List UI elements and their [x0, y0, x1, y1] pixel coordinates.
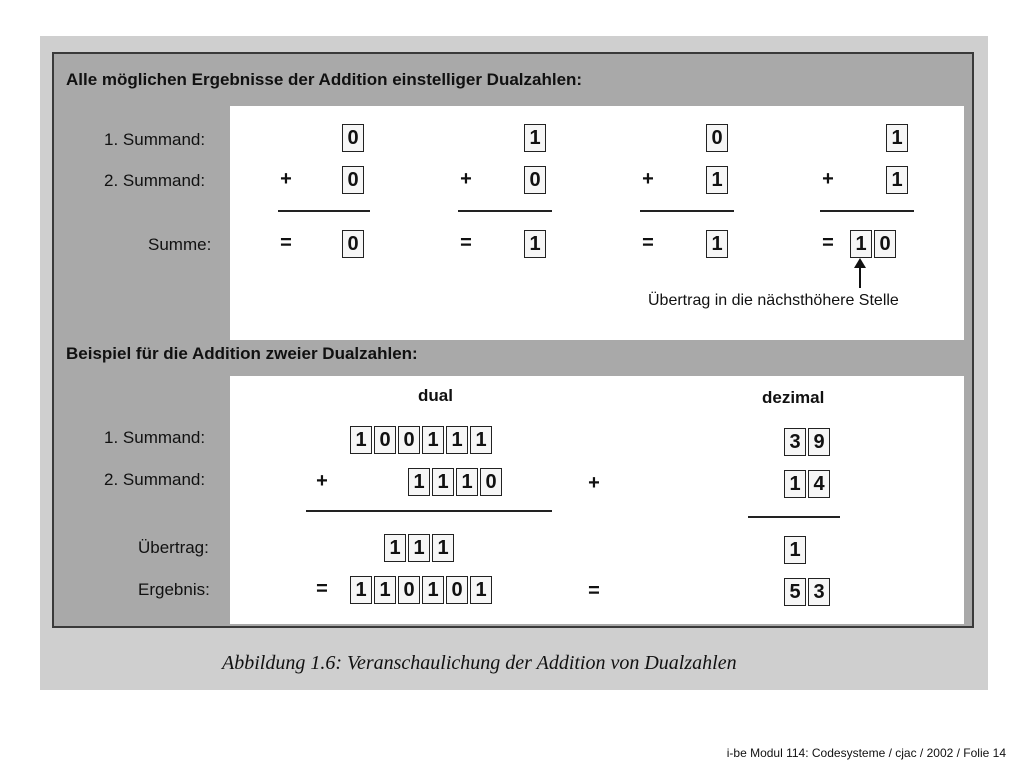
- s1-ex4-a: 1: [886, 124, 908, 152]
- dual-carry-digit: 1: [384, 534, 406, 562]
- dual-plus: +: [316, 470, 328, 492]
- s1-ex2-plus: +: [460, 168, 472, 190]
- s1-ex4-sum-digit2: 0: [874, 230, 896, 258]
- dual-s1-digit: 0: [398, 426, 420, 454]
- s2-label-uebertrag: Übertrag:: [138, 538, 209, 557]
- dual-result-digit: 0: [398, 576, 420, 604]
- carry-note: Übertrag in die nächsthöhere Stelle: [648, 292, 899, 309]
- dual-s1-digit: 1: [446, 426, 468, 454]
- col-dezimal-header: dezimal: [762, 388, 825, 407]
- dual-carry-digit: 1: [432, 534, 454, 562]
- s1-ex4-plus: +: [822, 168, 834, 190]
- s1-ex4-equals: =: [822, 232, 834, 254]
- dual-sum-line: [306, 510, 552, 512]
- dual-s1-digit: 1: [470, 426, 492, 454]
- s1-ex4-sum-digit1: 1: [850, 230, 872, 258]
- dezimal-s1-digit: 3: [784, 428, 806, 456]
- s1-ex1-equals: =: [280, 232, 292, 254]
- s1-label-summand2: 2. Summand:: [104, 171, 206, 190]
- s1-ex2-equals: =: [460, 232, 472, 254]
- col-dual-header: dual: [418, 386, 453, 405]
- dezimal-s2-digit: 4: [808, 470, 830, 498]
- dezimal-sum-line: [748, 516, 840, 518]
- s1-ex1-a: 0: [342, 124, 364, 152]
- dual-equals: =: [316, 578, 328, 600]
- dual-s1-digit: 1: [350, 426, 372, 454]
- carry-arrow-icon: [850, 258, 870, 288]
- dezimal-plus: +: [588, 472, 600, 494]
- dezimal-s2-digit: 1: [784, 470, 806, 498]
- s1-ex2-b: 0: [524, 166, 546, 194]
- dezimal-result-digit: 5: [784, 578, 806, 606]
- s1-ex1-b: 0: [342, 166, 364, 194]
- s1-ex2-a: 1: [524, 124, 546, 152]
- s1-ex4-sum-line: [820, 210, 914, 212]
- s1-ex3-plus: +: [642, 168, 654, 190]
- s1-ex3-b: 1: [706, 166, 728, 194]
- dezimal-equals: =: [588, 580, 600, 602]
- dual-result-digit: 1: [422, 576, 444, 604]
- section2-heading: Beispiel für die Addition zweier Dualzahlen:: [66, 344, 418, 363]
- dual-s2-digit: 1: [408, 468, 430, 496]
- section1-heading: Alle möglichen Ergebnisse der Addition einstelliger Dualzahlen:: [66, 70, 583, 89]
- s1-ex3-sum-line: [640, 210, 734, 212]
- s2-label-ergebnis: Ergebnis:: [138, 580, 210, 599]
- s1-ex3-a: 0: [706, 124, 728, 152]
- dezimal-carry-digit: 1: [784, 536, 806, 564]
- s1-label-summe: Summe:: [148, 235, 212, 254]
- figure-frame: [52, 52, 974, 628]
- slide-footer: i-be Modul 114: Codesysteme / cjac / 2002 / Folie 14: [726, 746, 1006, 760]
- dual-s1-digit: 0: [374, 426, 396, 454]
- dual-result-digit: 0: [446, 576, 468, 604]
- dual-s2-digit: 0: [480, 468, 502, 496]
- dezimal-result-digit: 3: [808, 578, 830, 606]
- s1-ex3-sum: 1: [706, 230, 728, 258]
- dual-result-digit: 1: [470, 576, 492, 604]
- s1-ex2-sum-line: [458, 210, 552, 212]
- s2-label-summand1: 1. Summand:: [104, 428, 206, 447]
- s1-ex4-b: 1: [886, 166, 908, 194]
- dual-s2-digit: 1: [432, 468, 454, 496]
- s1-label-summand1: 1. Summand:: [104, 130, 206, 149]
- s2-label-summand2: 2. Summand:: [104, 470, 206, 489]
- s1-ex1-sum: 0: [342, 230, 364, 258]
- s1-ex3-equals: =: [642, 232, 654, 254]
- dual-s2-digit: 1: [456, 468, 478, 496]
- s1-ex1-sum-line: [278, 210, 370, 212]
- dual-carry-digit: 1: [408, 534, 430, 562]
- dual-result-digit: 1: [350, 576, 372, 604]
- dezimal-s1-digit: 9: [808, 428, 830, 456]
- figure-caption: Abbildung 1.6: Veranschaulichung der Addition von Dualzahlen: [222, 652, 737, 674]
- s1-ex2-sum: 1: [524, 230, 546, 258]
- dual-result-digit: 1: [374, 576, 396, 604]
- dual-s1-digit: 1: [422, 426, 444, 454]
- s1-ex1-plus: +: [280, 168, 292, 190]
